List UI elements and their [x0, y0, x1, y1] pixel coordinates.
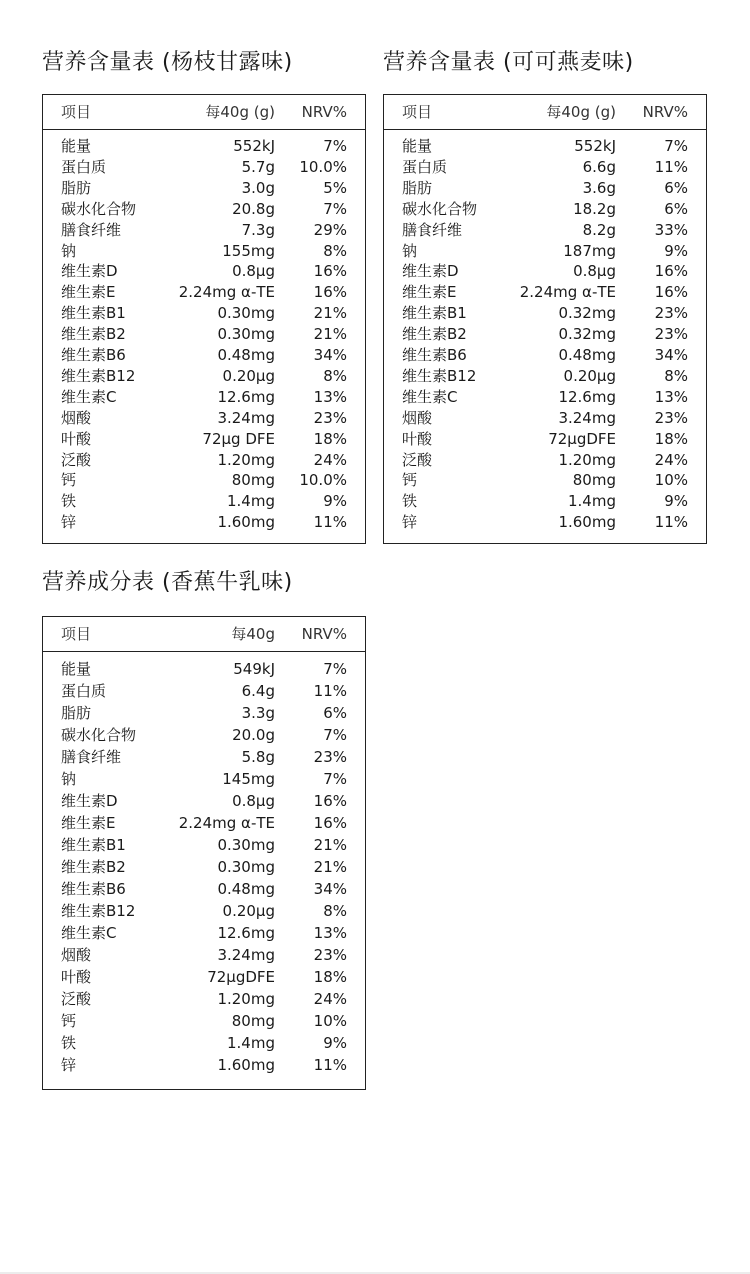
nutrient-nrv: 9%: [323, 492, 347, 511]
nutrient-name: 蛋白质: [61, 682, 107, 700]
table-row: [384, 157, 706, 178]
nutrient-nrv: 11%: [313, 682, 347, 700]
nutrient-nrv: 8%: [323, 902, 347, 920]
nutrient-nrv: 16%: [313, 814, 347, 832]
nutrient-nrv: 11%: [654, 513, 688, 532]
table-row: [43, 768, 365, 790]
nutrient-value: 18.2g: [573, 199, 616, 218]
nutrient-name: 钙: [61, 1012, 77, 1030]
nutrient-name: 膳食纤维: [61, 220, 122, 239]
nutrient-name: 脂肪: [402, 178, 433, 197]
nutrient-nrv: 23%: [654, 408, 688, 427]
table-row: [43, 470, 365, 491]
nutrient-nrv: 8%: [664, 366, 688, 385]
nutrient-name: 锌: [402, 513, 418, 532]
nutrient-name: 能量: [61, 137, 92, 155]
nutrient-name: 锌: [61, 513, 77, 532]
header-item: 项目: [61, 625, 92, 643]
table-row: [43, 303, 365, 324]
nutrient-name: 钙: [402, 471, 418, 490]
nutrient-value: 20.8g: [232, 199, 275, 218]
table-row: [43, 1010, 365, 1032]
nutrient-nrv: 11%: [654, 157, 688, 176]
nutrient-name: 维生素B6: [402, 346, 467, 364]
table-row: [384, 136, 706, 157]
nutrient-name: 蛋白质: [61, 157, 107, 176]
table-title: 营养含量表 (杨枝甘露味): [42, 50, 293, 75]
nutrient-value: 80mg: [231, 1012, 275, 1030]
nutrient-nrv: 13%: [313, 387, 347, 406]
nutrient-nrv: 33%: [654, 220, 688, 239]
nutrient-value: 1.60mg: [217, 513, 275, 532]
nutrient-value: 2.24mg α-TE: [519, 283, 616, 302]
table-row: [43, 856, 365, 878]
nutrient-value: 6.6g: [582, 157, 616, 176]
table-row: [384, 282, 706, 303]
table-panel-cocoa: [383, 48, 707, 544]
nutrient-value: 8.2g: [582, 220, 616, 239]
table-row: [43, 408, 365, 429]
table-row: [43, 261, 365, 282]
nutrient-nrv: 16%: [313, 792, 347, 810]
nutrient-name: 维生素B1: [61, 836, 126, 854]
nutrient-nrv: 9%: [323, 1034, 347, 1052]
nutrient-name: 维生素C: [402, 387, 458, 406]
header-per: 每40g: [231, 625, 275, 643]
table-header: [43, 617, 365, 652]
nutrient-value: 1.4mg: [568, 492, 616, 511]
nutrient-nrv: 7%: [664, 137, 688, 155]
nutrient-value: 552kJ: [574, 137, 616, 155]
nutrient-nrv: 18%: [313, 968, 347, 986]
nutrient-nrv: 10.0%: [299, 471, 347, 490]
nutrient-name: 维生素B2: [61, 325, 126, 344]
nutrient-value: 0.32mg: [558, 304, 616, 323]
nutrient-name: 泛酸: [61, 450, 92, 469]
table-title: 营养成分表 (香蕉牛乳味): [42, 570, 293, 595]
nutrient-name: 维生素E: [61, 814, 116, 832]
nutrient-nrv: 16%: [654, 262, 688, 281]
nutrient-nrv: 29%: [313, 220, 347, 239]
nutrient-value: 0.48mg: [558, 346, 616, 364]
nutrient-name: 维生素C: [61, 924, 117, 942]
nutrient-name: 维生素B6: [61, 346, 126, 364]
nutrition-table: [42, 616, 366, 1090]
nutrient-nrv: 34%: [313, 880, 347, 898]
table-row: [384, 491, 706, 512]
nutrient-nrv: 18%: [654, 429, 688, 448]
table-row: [43, 878, 365, 900]
table-row: [384, 345, 706, 366]
nutrient-name: 叶酸: [61, 429, 92, 448]
table-row: [43, 1032, 365, 1054]
nutrient-value: 1.60mg: [217, 1056, 275, 1074]
nutrient-value: 3.6g: [582, 178, 616, 197]
table-row: [43, 366, 365, 387]
table-row: [43, 812, 365, 834]
nutrient-name: 叶酸: [61, 968, 92, 986]
table-row: [43, 658, 365, 680]
nutrient-nrv: 11%: [313, 1056, 347, 1074]
nutrient-name: 钠: [61, 770, 77, 788]
nutrient-value: 72μgDFE: [207, 968, 275, 986]
nutrient-value: 0.30mg: [217, 836, 275, 854]
nutrient-name: 维生素D: [61, 792, 118, 810]
header-nrv: NRV%: [301, 625, 347, 643]
table-header: [384, 95, 706, 130]
nutrient-nrv: 21%: [313, 858, 347, 876]
nutrient-value: 3.24mg: [558, 408, 616, 427]
nutrient-nrv: 7%: [323, 137, 347, 155]
nutrient-name: 维生素D: [402, 262, 459, 281]
table-row: [43, 1054, 365, 1076]
table-row: [43, 136, 365, 157]
header-nrv: NRV%: [642, 103, 688, 121]
nutrition-table: [383, 94, 707, 544]
nutrient-nrv: 24%: [313, 990, 347, 1008]
nutrient-name: 维生素D: [61, 262, 118, 281]
nutrient-nrv: 16%: [313, 283, 347, 302]
table-row: [43, 702, 365, 724]
nutrient-nrv: 10%: [654, 471, 688, 490]
table-row: [384, 199, 706, 220]
nutrient-nrv: 21%: [313, 325, 347, 344]
nutrient-value: 80mg: [572, 471, 616, 490]
table-row: [43, 282, 365, 303]
table-row: [43, 324, 365, 345]
nutrient-name: 钠: [402, 241, 418, 260]
table-row: [384, 178, 706, 199]
header-per: 每40g (g): [546, 103, 616, 121]
nutrient-value: 0.20μg: [563, 366, 616, 385]
table-row: [43, 680, 365, 702]
nutrient-name: 碳水化合物: [61, 199, 137, 218]
nutrient-name: 铁: [61, 1034, 77, 1052]
table-row: [43, 241, 365, 262]
nutrient-name: 维生素B6: [61, 880, 126, 898]
nutrient-nrv: 23%: [654, 325, 688, 344]
table-title: 营养含量表 (可可燕麦味): [383, 50, 634, 75]
table-row: [43, 900, 365, 922]
table-row: [43, 450, 365, 471]
nutrient-name: 烟酸: [61, 408, 92, 427]
nutrient-nrv: 6%: [664, 178, 688, 197]
table-row: [43, 790, 365, 812]
nutrient-name: 碳水化合物: [61, 726, 137, 744]
nutrient-nrv: 23%: [313, 748, 347, 766]
nutrient-name: 烟酸: [61, 946, 92, 964]
nutrient-value: 0.32mg: [558, 325, 616, 344]
table-row: [384, 470, 706, 491]
table-row: [43, 429, 365, 450]
nutrient-nrv: 34%: [654, 346, 688, 364]
nutrient-value: 187mg: [563, 241, 616, 260]
nutrient-name: 铁: [61, 492, 77, 511]
table-row: [384, 303, 706, 324]
nutrient-nrv: 11%: [313, 513, 347, 532]
nutrient-value: 1.60mg: [558, 513, 616, 532]
nutrient-value: 0.8μg: [232, 792, 275, 810]
nutrient-value: 145mg: [222, 770, 275, 788]
nutrient-name: 钙: [61, 471, 77, 490]
nutrient-nrv: 9%: [664, 241, 688, 260]
nutrient-value: 3.24mg: [217, 408, 275, 427]
nutrient-value: 20.0g: [232, 726, 275, 744]
nutrient-nrv: 7%: [323, 660, 347, 678]
nutrient-name: 铁: [402, 492, 418, 511]
nutrient-value: 0.8μg: [573, 262, 616, 281]
table-row: [43, 199, 365, 220]
nutrient-nrv: 24%: [654, 450, 688, 469]
nutrient-value: 72μgDFE: [548, 429, 616, 448]
nutrient-name: 脂肪: [61, 178, 92, 197]
nutrient-value: 2.24mg α-TE: [178, 814, 275, 832]
nutrient-name: 脂肪: [61, 704, 92, 722]
table-row: [43, 966, 365, 988]
table-row: [384, 512, 706, 533]
table-row: [384, 220, 706, 241]
nutrient-value: 1.20mg: [217, 990, 275, 1008]
nutrient-nrv: 34%: [313, 346, 347, 364]
table-row: [43, 834, 365, 856]
nutrient-nrv: 10.0%: [299, 157, 347, 176]
nutrient-name: 维生素B1: [402, 304, 467, 323]
header-item: 项目: [402, 103, 433, 121]
nutrient-nrv: 23%: [313, 408, 347, 427]
nutrient-nrv: 6%: [664, 199, 688, 218]
nutrient-value: 549kJ: [233, 660, 275, 678]
nutrient-value: 1.4mg: [227, 1034, 275, 1052]
table-row: [43, 988, 365, 1010]
nutrient-nrv: 16%: [313, 262, 347, 281]
nutrient-nrv: 7%: [323, 199, 347, 218]
nutrient-value: 1.20mg: [558, 450, 616, 469]
nutrient-value: 0.30mg: [217, 858, 275, 876]
table-row: [43, 387, 365, 408]
nutrient-value: 552kJ: [233, 137, 275, 155]
nutrient-nrv: 8%: [323, 366, 347, 385]
nutrient-nrv: 13%: [313, 924, 347, 942]
nutrient-name: 膳食纤维: [402, 220, 463, 239]
nutrient-name: 烟酸: [402, 408, 433, 427]
nutrient-nrv: 24%: [313, 450, 347, 469]
nutrient-nrv: 21%: [313, 836, 347, 854]
nutrient-name: 能量: [402, 137, 433, 155]
nutrient-name: 维生素B1: [61, 304, 126, 323]
nutrient-name: 维生素E: [61, 283, 116, 302]
nutrient-value: 3.3g: [241, 704, 275, 722]
nutrient-value: 12.6mg: [217, 924, 275, 942]
nutrient-value: 6.4g: [241, 682, 275, 700]
nutrient-value: 0.30mg: [217, 325, 275, 344]
nutrient-value: 1.20mg: [217, 450, 275, 469]
nutrient-name: 钠: [61, 241, 77, 260]
nutrient-name: 锌: [61, 1056, 77, 1074]
table-row: [384, 450, 706, 471]
nutrient-name: 能量: [61, 660, 92, 678]
table-row: [384, 408, 706, 429]
nutrient-value: 12.6mg: [217, 387, 275, 406]
nutrient-nrv: 13%: [654, 387, 688, 406]
table-row: [43, 944, 365, 966]
nutrient-value: 80mg: [231, 471, 275, 490]
nutrition-table: [42, 94, 366, 544]
nutrient-nrv: 5%: [323, 178, 347, 197]
table-row: [43, 178, 365, 199]
table-row: [43, 724, 365, 746]
nutrient-name: 维生素B12: [61, 366, 136, 385]
nutrient-value: 72μg DFE: [202, 429, 275, 448]
table-row: [43, 345, 365, 366]
nutrient-value: 1.4mg: [227, 492, 275, 511]
nutrient-value: 5.7g: [241, 157, 275, 176]
nutrient-name: 维生素B12: [402, 366, 477, 385]
table-row: [384, 241, 706, 262]
nutrient-value: 0.48mg: [217, 346, 275, 364]
nutrient-name: 维生素E: [402, 283, 457, 302]
table-row: [384, 366, 706, 387]
nutrient-name: 叶酸: [402, 429, 433, 448]
nutrient-value: 0.48mg: [217, 880, 275, 898]
table-panel-mango: [42, 48, 366, 544]
table-row: [43, 157, 365, 178]
nutrient-value: 3.24mg: [217, 946, 275, 964]
nutrient-value: 0.8μg: [232, 262, 275, 281]
nutrient-value: 12.6mg: [558, 387, 616, 406]
nutrient-nrv: 6%: [323, 704, 347, 722]
header-per: 每40g (g): [205, 103, 275, 121]
nutrient-name: 维生素B2: [61, 858, 126, 876]
nutrient-name: 膳食纤维: [61, 748, 122, 766]
nutrient-name: 维生素C: [61, 387, 117, 406]
table-row: [43, 220, 365, 241]
table-panel-banana: [42, 568, 366, 1090]
nutrient-name: 泛酸: [61, 990, 92, 1008]
nutrient-name: 碳水化合物: [402, 199, 478, 218]
nutrient-name: 维生素B2: [402, 325, 467, 344]
table-row: [43, 746, 365, 768]
table-row: [43, 922, 365, 944]
nutrient-value: 3.0g: [241, 178, 275, 197]
table-row: [384, 387, 706, 408]
table-row: [384, 261, 706, 282]
nutrient-nrv: 16%: [654, 283, 688, 302]
table-row: [43, 512, 365, 533]
nutrient-value: 7.3g: [241, 220, 275, 239]
nutrient-nrv: 21%: [313, 304, 347, 323]
nutrient-nrv: 7%: [323, 770, 347, 788]
nutrient-name: 蛋白质: [402, 157, 448, 176]
nutrient-nrv: 7%: [323, 726, 347, 744]
nutrient-nrv: 9%: [664, 492, 688, 511]
header-nrv: NRV%: [301, 103, 347, 121]
table-row: [43, 491, 365, 512]
nutrient-name: 泛酸: [402, 450, 433, 469]
nutrient-value: 0.30mg: [217, 304, 275, 323]
nutrient-value: 0.20μg: [222, 902, 275, 920]
nutrient-nrv: 23%: [654, 304, 688, 323]
table-header: [43, 95, 365, 130]
nutrient-nrv: 10%: [313, 1012, 347, 1030]
nutrient-nrv: 23%: [313, 946, 347, 964]
nutrient-value: 2.24mg α-TE: [178, 283, 275, 302]
nutrient-nrv: 8%: [323, 241, 347, 260]
table-row: [384, 324, 706, 345]
table-row: [384, 429, 706, 450]
nutrient-name: 维生素B12: [61, 902, 136, 920]
header-item: 项目: [61, 103, 92, 121]
nutrient-nrv: 18%: [313, 429, 347, 448]
nutrient-value: 155mg: [222, 241, 275, 260]
nutrient-value: 0.20μg: [222, 366, 275, 385]
nutrient-value: 5.8g: [241, 748, 275, 766]
